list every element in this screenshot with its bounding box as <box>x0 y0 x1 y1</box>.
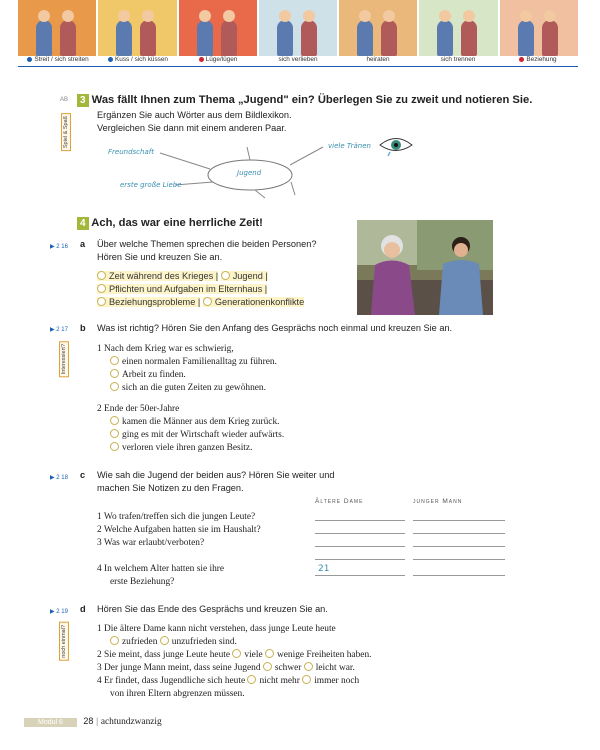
option-text: schwer <box>274 663 302 673</box>
comic-panel <box>179 0 257 56</box>
answer-line[interactable] <box>413 575 505 576</box>
ex4d-line4 <box>97 675 359 688</box>
page-word: achtundzwanzig <box>100 717 162 727</box>
checkbox[interactable] <box>110 636 119 645</box>
figure-head <box>62 10 74 22</box>
checkbox[interactable] <box>160 636 169 645</box>
comic-panel <box>98 0 176 56</box>
figure <box>357 20 373 56</box>
checkbox[interactable] <box>302 675 311 684</box>
figure-head <box>199 10 211 22</box>
letter-b: b <box>80 323 86 333</box>
letter-d: d <box>80 604 86 614</box>
ex4c-item1: 1 Wo trafen/treffen sich die jungen Leute? <box>97 512 256 522</box>
mindmap-line <box>290 147 323 165</box>
figure-head <box>544 10 556 22</box>
blue-rule <box>18 66 578 67</box>
ex4b-item1: 1 Nach dem Krieg war es schwierig, <box>97 344 234 354</box>
ex3-heading <box>77 94 532 107</box>
ab-tag: AB <box>60 97 69 103</box>
checkbox[interactable] <box>203 297 212 306</box>
strip-label-text: Kuss / sich küssen <box>115 56 168 63</box>
option-text: sich an die guten Zeiten zu gewöhnen. <box>122 383 266 394</box>
line-text: 2 Sie meint, dass junge Leute heute <box>97 650 231 660</box>
ex4-number: 4 <box>77 217 89 230</box>
checkbox[interactable] <box>110 429 119 438</box>
photo-two-people <box>357 220 493 315</box>
checkbox[interactable] <box>263 662 272 671</box>
ex4b-question: Was ist richtig? Hören Sie den Anfang des Gesprächs noch einmal und kreuzen Sie an. <box>97 323 453 333</box>
ex4c-item4b: erste Beziehung? <box>110 577 175 587</box>
option-text: Arbeit zu finden. <box>122 370 186 381</box>
track-c[interactable]: ▶ 2 18 <box>50 475 68 481</box>
figure-head <box>303 10 315 22</box>
checkbox[interactable] <box>110 369 119 378</box>
mindmap-word-2: viele Tränen <box>328 142 371 150</box>
answer-line[interactable] <box>315 546 405 547</box>
checkbox[interactable] <box>247 675 256 684</box>
strip-label-text: Lüge/lügen <box>205 56 238 63</box>
mindmap-line <box>247 147 250 160</box>
figure <box>221 20 237 56</box>
checkbox[interactable] <box>304 662 313 671</box>
bullet-icon <box>519 57 524 62</box>
ex4d-line1: 1 Die ältere Dame kann nicht verstehen, dass junge Leute heute <box>97 624 336 634</box>
col-header-dame: Ältere Dame <box>315 498 364 505</box>
answer-line[interactable] <box>413 546 505 547</box>
mindmap-line <box>160 153 210 169</box>
figure-head <box>520 10 532 22</box>
ex4a-q2: Hören Sie und kreuzen Sie an. <box>97 252 223 262</box>
ex4d-line2 <box>97 649 371 662</box>
ex4d-line1-options <box>110 636 237 649</box>
ex4c-q1: Wie sah die Jugend der beiden aus? Hören Sie weiter und <box>97 470 335 480</box>
mindmap-center: Jugend <box>237 169 262 177</box>
track-d[interactable]: ▶ 2 19 <box>50 609 68 615</box>
option-text: wenige <box>276 650 305 660</box>
figure <box>60 20 76 56</box>
option-text: zufrieden <box>122 637 158 647</box>
mindmap-word-1: Freundschaft <box>108 148 154 156</box>
page-number: 28 <box>83 716 94 726</box>
figure <box>542 20 558 56</box>
mindmap-line <box>255 190 265 198</box>
figure-head <box>142 10 154 22</box>
strip-label-text: heiraten <box>366 56 390 63</box>
option-text: leicht <box>315 663 337 673</box>
letter-c: c <box>80 470 86 480</box>
line-end: Freiheiten haben. <box>306 650 372 660</box>
comic-panel <box>500 0 578 56</box>
strip-label-text: Streit / sich streiten <box>34 56 89 63</box>
line-end: war. <box>338 663 355 673</box>
ex4d-line5: von ihren Eltern abgrenzen müssen. <box>110 689 245 699</box>
figure <box>277 20 293 56</box>
line-text: 3 Der junge Mann meint, dass seine Jugend <box>97 663 261 673</box>
comic-strip <box>18 0 578 56</box>
checkbox[interactable] <box>97 284 106 293</box>
ex4d-question: Hören Sie das Ende des Gesprächs und kreuzen Sie an. <box>97 604 328 614</box>
figure <box>36 20 52 56</box>
track-a[interactable]: ▶ 2 16 <box>50 244 68 250</box>
letter-a: a <box>80 239 86 249</box>
figure-head <box>439 10 451 22</box>
figure <box>518 20 534 56</box>
checkbox[interactable] <box>97 297 106 306</box>
figure-head <box>38 10 50 22</box>
option-text: immer noch <box>314 676 360 686</box>
bullet-icon <box>108 57 113 62</box>
checkbox[interactable] <box>97 271 106 280</box>
comic-panel <box>419 0 497 56</box>
checkbox[interactable] <box>265 649 274 658</box>
ex4a-q1: Über welche Themen sprechen die beiden Personen? <box>97 239 317 249</box>
option-text: einen normalen Familienalltag zu führen. <box>122 357 277 367</box>
side-tag-interessiert: Interessiert? <box>59 341 69 377</box>
footer-divider: | <box>95 716 99 726</box>
modul-tag: Modul 6 <box>24 718 77 727</box>
track-b[interactable]: ▶ 2 17 <box>50 327 68 333</box>
ex4c-item4: 4 In welchem Alter hatten sie ihre <box>97 564 225 574</box>
answer-line[interactable] <box>315 520 405 521</box>
option-text: unzufrieden <box>171 637 217 647</box>
ex4-heading <box>77 217 263 230</box>
checkbox[interactable] <box>110 442 119 451</box>
ex3-title: Was fällt Ihnen zum Thema „Jugend" ein? Überlegen Sie zu zweit und notieren Sie. <box>91 94 533 106</box>
line-end: sind. <box>218 637 237 647</box>
checkbox[interactable] <box>110 356 119 365</box>
checkbox[interactable] <box>110 416 119 425</box>
side-tag-spiel: Spiel & Spaß <box>61 113 71 151</box>
answer-line[interactable] <box>315 575 405 576</box>
col-header-mann: junger Mann <box>413 498 463 505</box>
strip-label-text: sich verlieben <box>278 56 318 63</box>
figure <box>197 20 213 56</box>
ex4d-line3 <box>97 662 355 675</box>
option-text: kamen die Männer aus dem Krieg zurück. <box>122 417 280 427</box>
answer-line[interactable] <box>413 533 505 534</box>
ex3-number: 3 <box>77 94 89 107</box>
ex4c-item2: 2 Welche Aufgaben hatten sie im Haushalt? <box>97 525 261 535</box>
bullet-icon <box>27 57 32 62</box>
ex4a-options-row3 <box>97 296 304 309</box>
figure-head <box>223 10 235 22</box>
figure-head <box>279 10 291 22</box>
side-tag-noch-einmal: noch einmal? <box>59 622 69 661</box>
ex3-line1: Ergänzen Sie auch Wörter aus dem Bildlexikon. <box>97 110 292 120</box>
figure-head <box>383 10 395 22</box>
line-text: 4 Er findet, dass Jugendliche sich heute <box>97 676 246 686</box>
comic-panel <box>259 0 337 56</box>
figure <box>301 20 317 56</box>
comic-panel <box>339 0 417 56</box>
ex4b-item2-options <box>110 416 284 456</box>
option-krieg: Zeit während des Krieges | <box>109 271 219 281</box>
answer-line[interactable] <box>413 559 505 560</box>
ex4-title: Ach, das war eine herrliche Zeit! <box>91 217 263 229</box>
strip-label-text: sich trennen <box>440 56 476 63</box>
option-text: viele <box>244 650 263 660</box>
option-jugend: Jugend | <box>232 271 268 281</box>
handwritten-answer: 21 <box>318 564 330 574</box>
answer-line[interactable] <box>413 520 505 521</box>
option-pflichten: Pflichten und Aufgaben im Elternhaus | <box>109 284 268 294</box>
checkbox[interactable] <box>232 649 241 658</box>
figure <box>116 20 132 56</box>
figure <box>381 20 397 56</box>
figure-head <box>118 10 130 22</box>
figure <box>461 20 477 56</box>
eye-icon <box>378 134 414 156</box>
option-text: ging es mit der Wirtschaft wieder aufwärts. <box>122 430 285 441</box>
option-beziehung: Beziehungsprobleme | <box>109 297 201 307</box>
option-text: nicht mehr <box>259 676 300 686</box>
page-footer <box>24 716 162 729</box>
ex4c-item3: 3 Was war erlaubt/verboten? <box>97 538 205 548</box>
ex3-line2: Vergleichen Sie dann mit einem anderen Paar. <box>97 123 287 133</box>
ex4b-item1-options <box>110 356 277 396</box>
figure <box>140 20 156 56</box>
mindmap-line <box>291 182 295 195</box>
option-generationen: Generationenkonflikte <box>214 297 305 307</box>
strip-label-text: Beziehung <box>526 56 557 63</box>
checkbox[interactable] <box>110 382 119 391</box>
mindmap-word-3: erste große Liebe <box>120 181 182 189</box>
option-text: verloren viele ihren ganzen Besitz. <box>122 443 253 454</box>
figure <box>437 20 453 56</box>
ex4a-options-row1 <box>97 270 268 283</box>
answer-line[interactable] <box>315 559 405 560</box>
ex4c-q2: machen Sie Notizen zu den Fragen. <box>97 483 244 493</box>
ex4a-options-row2 <box>97 283 267 296</box>
ex4b-item2: 2 Ende der 50er-Jahre <box>97 404 180 414</box>
figure-head <box>359 10 371 22</box>
bullet-icon <box>199 57 204 62</box>
figure-head <box>463 10 475 22</box>
answer-line[interactable] <box>315 533 405 534</box>
checkbox[interactable] <box>221 271 230 280</box>
comic-panel <box>18 0 96 56</box>
